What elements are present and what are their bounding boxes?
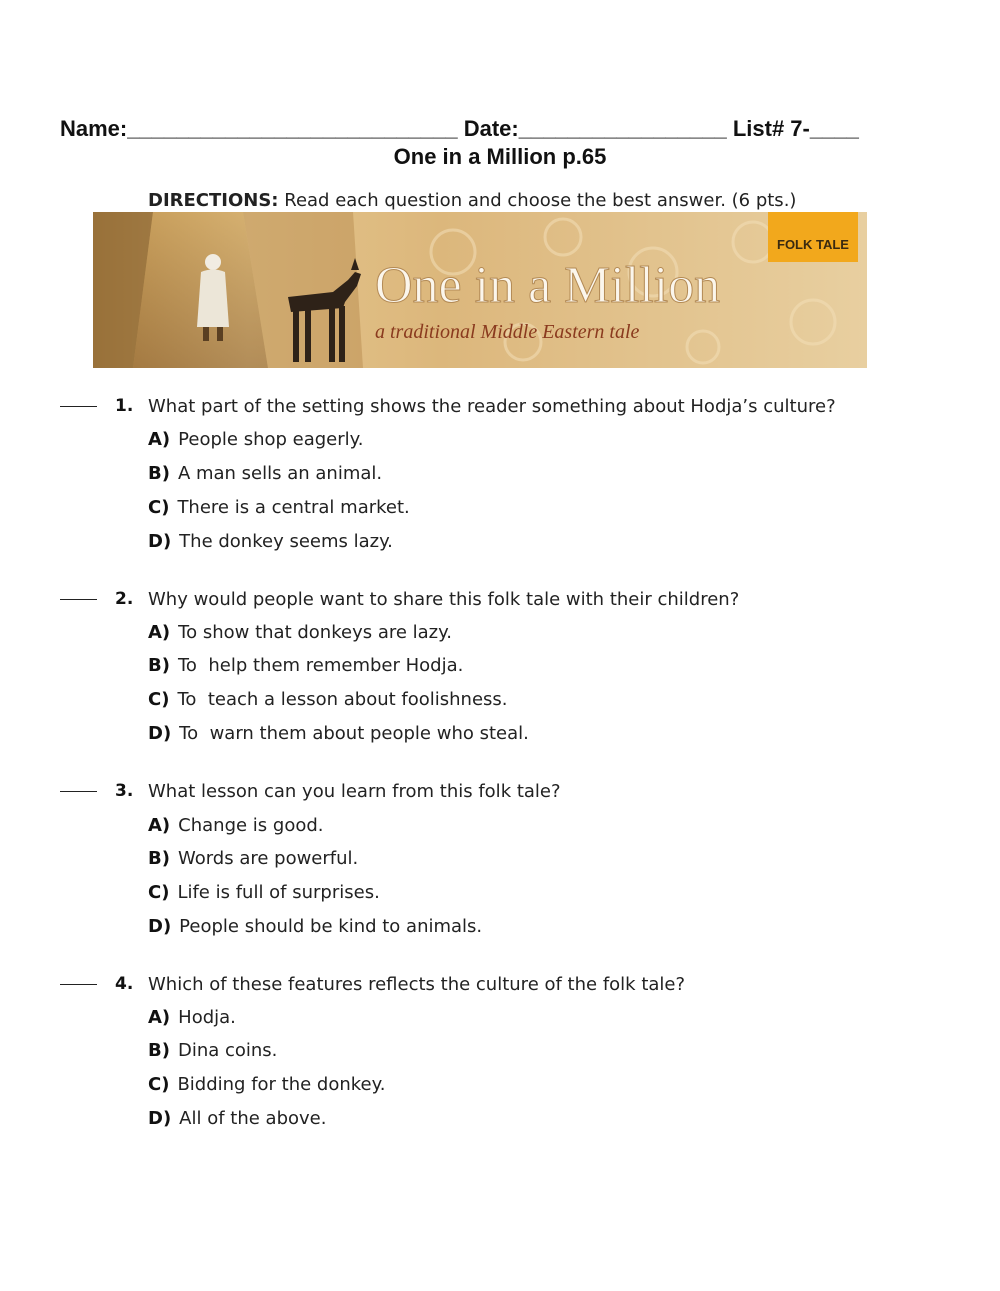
option-text: People should be kind to animals. bbox=[179, 916, 483, 937]
question-number: 1. bbox=[115, 396, 134, 416]
option-letter: C) bbox=[148, 882, 170, 903]
answer-blank[interactable] bbox=[60, 599, 97, 600]
answer-blank[interactable] bbox=[60, 406, 97, 407]
option-b[interactable] bbox=[148, 848, 358, 869]
banner-badge: FOLK TALE bbox=[777, 237, 849, 252]
option-text: Change is good. bbox=[178, 815, 324, 836]
option-text: To show that donkeys are lazy. bbox=[178, 622, 452, 643]
option-a[interactable] bbox=[148, 622, 452, 643]
option-letter: C) bbox=[148, 497, 170, 518]
option-c[interactable] bbox=[148, 1074, 385, 1095]
option-a[interactable] bbox=[148, 429, 363, 450]
option-text: To teach a lesson about foolishness. bbox=[177, 689, 508, 710]
option-a[interactable] bbox=[148, 815, 324, 836]
question-number: 4. bbox=[115, 974, 134, 994]
option-letter: D) bbox=[148, 531, 172, 552]
option-text: Bidding for the donkey. bbox=[177, 1074, 386, 1095]
option-c[interactable] bbox=[148, 689, 508, 710]
option-letter: D) bbox=[148, 1108, 172, 1129]
question-text: Which of these features reflects the culture of the folk tale? bbox=[148, 974, 686, 995]
option-b[interactable] bbox=[148, 655, 463, 676]
option-d[interactable] bbox=[148, 723, 529, 744]
option-text: Life is full of surprises. bbox=[177, 882, 380, 903]
option-text: Words are powerful. bbox=[177, 848, 359, 869]
option-text: To warn them about people who steal. bbox=[179, 723, 529, 744]
option-letter: D) bbox=[148, 723, 172, 744]
option-d[interactable] bbox=[148, 531, 393, 552]
option-letter: D) bbox=[148, 916, 172, 937]
option-text: Dina coins. bbox=[177, 1040, 278, 1061]
header-line: Name:___________________________ Date:_________________ List# 7-____ bbox=[60, 116, 859, 141]
option-letter: A) bbox=[148, 622, 171, 643]
banner-image bbox=[93, 212, 867, 368]
option-text: A man sells an animal. bbox=[177, 463, 383, 484]
question-text: Why would people want to share this folk tale with their children? bbox=[148, 589, 740, 610]
option-text: There is a central market. bbox=[177, 497, 410, 518]
banner-subtitle: a traditional Middle Eastern tale bbox=[375, 321, 640, 343]
option-letter: A) bbox=[148, 429, 171, 450]
option-letter: B) bbox=[148, 463, 170, 484]
option-letter: A) bbox=[148, 1007, 171, 1028]
option-d[interactable] bbox=[148, 916, 482, 937]
option-a[interactable] bbox=[148, 1007, 236, 1028]
option-text: To help them remember Hodja. bbox=[177, 655, 464, 676]
option-c[interactable] bbox=[148, 497, 410, 518]
option-letter: A) bbox=[148, 815, 171, 836]
option-d[interactable] bbox=[148, 1108, 326, 1129]
option-text: All of the above. bbox=[179, 1108, 327, 1129]
option-letter: B) bbox=[148, 655, 170, 676]
answer-blank[interactable] bbox=[60, 984, 97, 985]
directions bbox=[148, 190, 796, 211]
question-text: What part of the setting shows the reader something about Hodja’s culture? bbox=[148, 396, 836, 417]
directions-text: Read each question and choose the best answer. (6 pts.) bbox=[284, 190, 797, 211]
question-number: 3. bbox=[115, 781, 134, 801]
option-text: The donkey seems lazy. bbox=[179, 531, 393, 552]
option-letter: B) bbox=[148, 848, 170, 869]
option-text: Hodja. bbox=[178, 1007, 236, 1028]
option-letter: C) bbox=[148, 1074, 170, 1095]
question-text: What lesson can you learn from this folk tale? bbox=[148, 781, 561, 802]
banner-title: One in a Million bbox=[375, 257, 721, 314]
option-text: People shop eagerly. bbox=[178, 429, 364, 450]
option-b[interactable] bbox=[148, 463, 382, 484]
answer-blank[interactable] bbox=[60, 791, 97, 792]
page-title: One in a Million p.65 bbox=[393, 144, 607, 169]
question-number: 2. bbox=[115, 589, 134, 609]
directions-label: DIRECTIONS: bbox=[148, 190, 279, 211]
option-b[interactable] bbox=[148, 1040, 277, 1061]
option-letter: B) bbox=[148, 1040, 170, 1061]
option-letter: C) bbox=[148, 689, 170, 710]
option-c[interactable] bbox=[148, 882, 380, 903]
